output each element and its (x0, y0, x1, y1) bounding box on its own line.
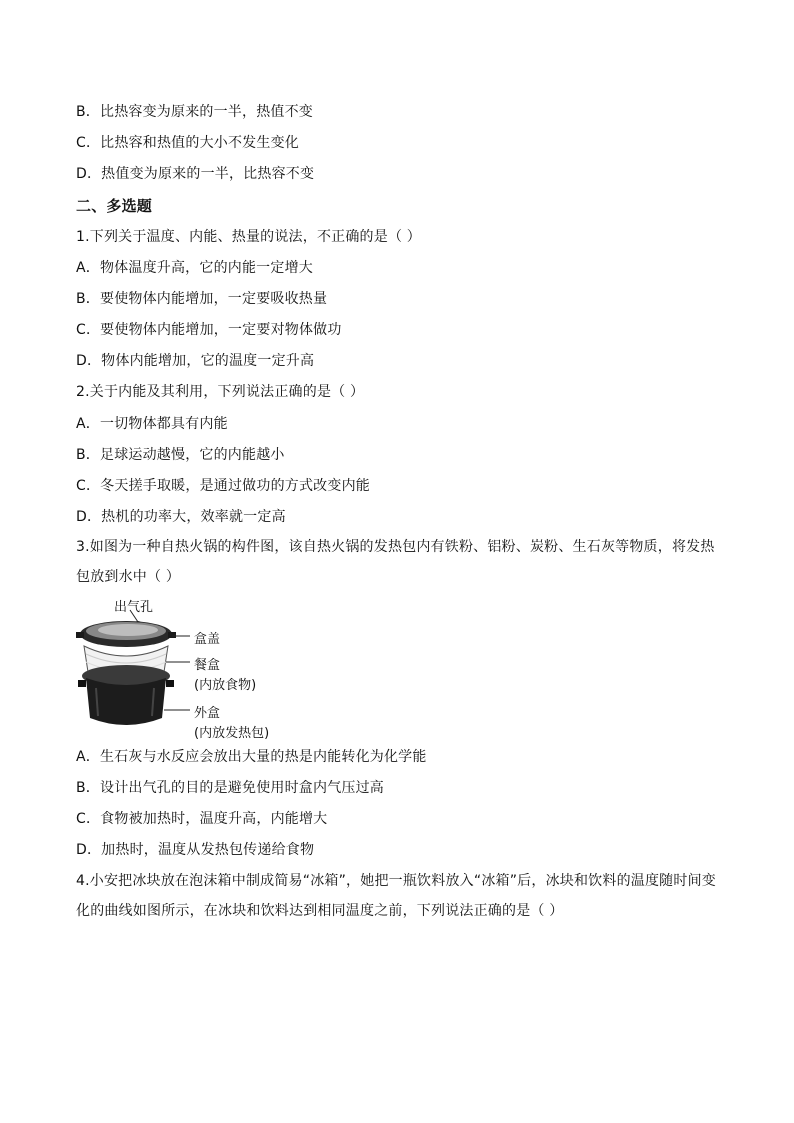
q3-stem: 3.如图为一种自热火锅的构件图，该自热火锅的发热包内有铁粉、铝粉、炭粉、生石灰等物质，将发热包放到水中（ ） (76, 539, 715, 585)
q2-option-d: D．热机的功率大，效率就一定高 (76, 509, 286, 525)
hotpot-illustration (76, 596, 176, 744)
q2-option-b: B．足球运动越慢，它的内能越小 (76, 447, 285, 463)
q3-option-d: D．加热时，温度从发热包传递给食物 (76, 842, 315, 858)
hotpot-figure (76, 596, 316, 744)
q1-stem: 1.下列关于温度、内能、热量的说法，不正确的是（ ） (76, 229, 422, 245)
section-title: 二、多选题 (76, 197, 153, 215)
outer-box-note: (内放发热包) (194, 726, 270, 741)
q2-stem: 2.关于内能及其利用，下列说法正确的是（ ） (76, 384, 365, 400)
food-box-note: (内放食物) (194, 678, 257, 693)
outer-box-label: 外盒 (194, 706, 221, 721)
q1-option-c: C．要使物体内能增加，一定要对物体做功 (76, 322, 342, 338)
lid-label: 盒盖 (194, 632, 221, 647)
q1-option-d: D．物体内能增加，它的温度一定升高 (76, 353, 315, 369)
q3-option-b: B．设计出气孔的目的是避免使用时盒内气压过高 (76, 780, 385, 796)
q3-option-c: C．食物被加热时，温度升高，内能增大 (76, 811, 328, 827)
food-box-label: 餐盒 (194, 658, 221, 673)
option-b-prev: B．比热容变为原来的一半，热值不变 (76, 104, 314, 120)
option-c-prev: C．比热容和热值的大小不发生变化 (76, 135, 299, 151)
q4-stem: 4.小安把冰块放在泡沫箱中制成简易“冰箱”，她把一瓶饮料放入“冰箱”后，冰块和饮料的温度随时间变化的曲线如图所示，在冰块和饮料达到相同温度之前，下列说法正确的是（ ） (76, 873, 716, 919)
q1-option-a: A．物体温度升高，它的内能一定增大 (76, 260, 313, 276)
q1-option-b: B．要使物体内能增加，一定要吸收热量 (76, 291, 328, 307)
option-d-prev: D．热值变为原来的一半，比热容不变 (76, 166, 315, 182)
q2-option-c: C．冬天搓手取暖，是通过做功的方式改变内能 (76, 478, 370, 494)
q3-option-a: A．生石灰与水反应会放出大量的热是内能转化为化学能 (76, 749, 427, 765)
q2-option-a: A．一切物体都具有内能 (76, 416, 228, 432)
vent-label: 出气孔 (114, 600, 154, 615)
